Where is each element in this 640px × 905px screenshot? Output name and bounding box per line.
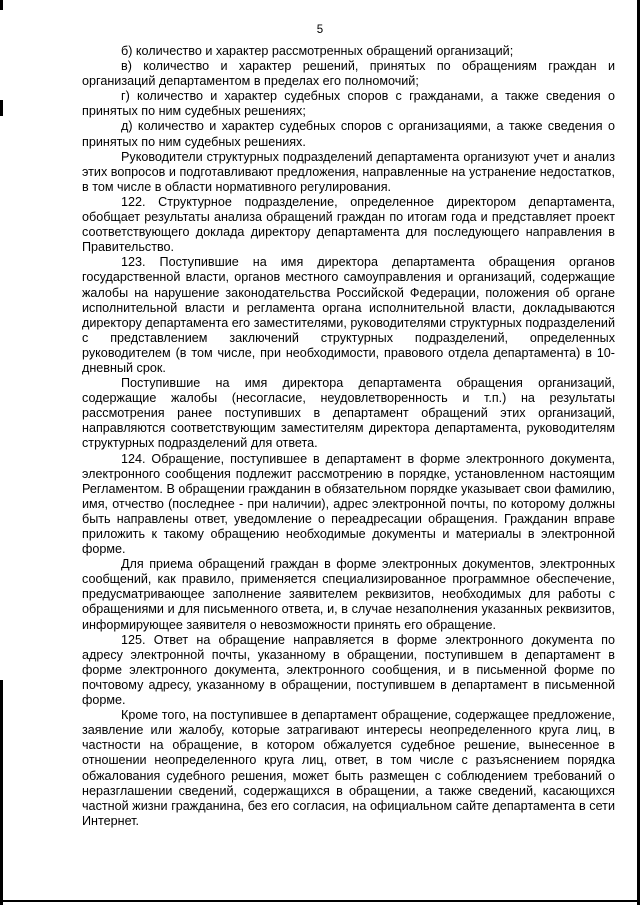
paragraph-item-g: г) количество и характер судебных споров с гражданами, а также сведения о принятых по ним судебных решениях; [82, 89, 615, 119]
paragraph-124-software: Для приема обращений граждан в форме электронных документов, электронных сообщений, как правило, применяется специализированное программное обеспечение, предусматривающее заполнение заявителем реквизитов, необходимых для работы с обращениями и для письменного ответа, и, в случае незаполнения указанных реквизитов, информирующее заявителя о невозможности принять его обращение. [82, 557, 615, 632]
paragraph-122: 122. Структурное подразделение, определенное директором департамента, обобщает результаты анализа обращений граждан по итогам года и представляет проект соответствующего доклада директору департамента для последующего направления в Правительство. [82, 194, 615, 255]
paragraph-125: 125. Ответ на обращение направляется в форме электронного документа по адресу электронной почты, указанному в обращении, поступившем в департамент в форме электронного документа, электронного сообщения, и в письменной форме по почтовому адресу, указанному в обращении, поступившем в департамент в письменной форме. [82, 632, 615, 708]
scan-edge-top-left [0, 0, 3, 10]
paragraph-125-publication: Кроме того, на поступившее в департамент обращение, содержащее предложение, заявление или жалобу, которые затрагивают интересы неопределенного круга лиц, в частности на обращение, в котором обжалуется судебное решение, вынесенное в отношении неопределенного круга лиц, ответ, в том числе с разъяснением порядка обжалования судебного решения, может быть размещен с соблюдением требований о неразглашении сведений, содержащихся в обращении, а также сведений, касающихся частной жизни гражданина, без его согласия, на официальном сайте департамента в сети Интернет. [82, 708, 615, 828]
scan-edge-lower-left [0, 680, 3, 905]
paragraph-123-complaints: Поступившие на имя директора департамента обращения организаций, содержащие жалобы (несогласие, неудовлетворенность и т.п.) на результаты рассмотрения ранее поступивших в департамент обращений этих организаций, направляются соответствующим заместителям директора департамента, руководителям структурных подразделений для ответа. [82, 376, 615, 451]
scan-edge-mark-left [0, 100, 3, 116]
paragraph-123: 123. Поступившие на имя директора департамента обращения органов государственной власти, органов местного самоуправления и организаций, содержащие жалобы на нарушение законодательства Российской Федерации, положения об органе исполнительной власти и регламента органа исполнительной власти, докладываются директору департамента его заместителями, руководителями структурных подразделений с представлением заключений структурных подразделений, определенных руководителем (в том числе, при необходимости, правового отдела департамента) в 10-дневный срок. [82, 255, 615, 375]
scan-edge-bottom [0, 900, 640, 902]
paragraph-heads-analysis: Руководители структурных подразделений департамента организуют учет и анализ этих вопросов и подготавливают предложения, направленные на устранение недостатков, в том числе в области нормативного регулирования. [82, 149, 615, 194]
paragraph-item-b: б) количество и характер рассмотренных обращений организаций; [121, 44, 514, 58]
document-body [82, 44, 615, 829]
paragraph-item-v: в) количество и характер решений, принятых по обращениям граждан и организаций департаментом в пределах его полномочий; [82, 59, 615, 89]
paragraph-124: 124. Обращение, поступившее в департамент в форме электронного документа, электронного сообщения подлежит рассмотрению в порядке, установленном настоящим Регламентом. В обращении гражданин в обязательном порядке указывает свои фамилию, имя, отчество (последнее - при наличии), адрес электронной почты, по которому должны быть направлены ответ, уведомление о переадресации обращения. Гражданин вправе приложить к такому обращению необходимые документы и материалы в электронной форме. [82, 451, 615, 557]
paragraph-item-d: д) количество и характер судебных споров с организациями, а также сведения о принятых по ним судебных решениях. [82, 119, 615, 149]
page-number: 5 [316, 24, 324, 36]
